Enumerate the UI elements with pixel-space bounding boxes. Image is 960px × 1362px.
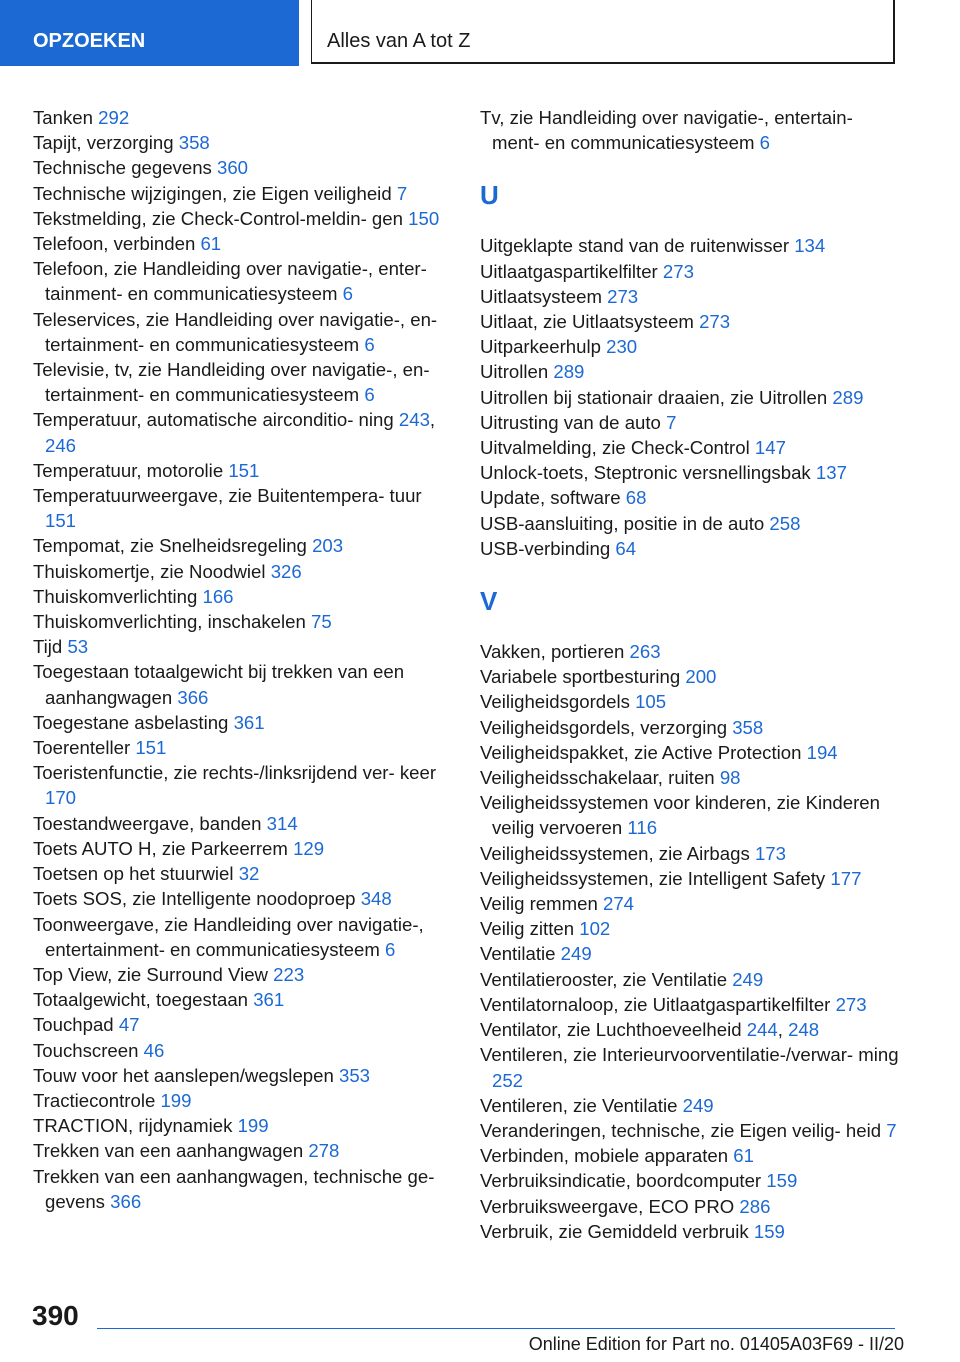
page-link[interactable]: 248 <box>788 1019 820 1041</box>
index-entry <box>33 458 453 483</box>
index-entry <box>33 584 453 609</box>
index-entry <box>33 659 453 709</box>
index-entry <box>33 181 453 206</box>
index-entry-label: Tanken <box>33 107 93 128</box>
page-link[interactable]: 7 <box>886 1119 897 1141</box>
page-link[interactable]: 98 <box>719 767 741 789</box>
index-entry-label: Trekken van een aanhangwagen <box>33 1140 304 1162</box>
index-entry-label: Thuiskomverlichting <box>33 585 198 607</box>
index-entry <box>33 760 453 810</box>
index-entry <box>33 836 453 861</box>
page-link[interactable]: 6 <box>385 938 396 960</box>
index-entry-label: Televisie, tv, zie Handleiding over navigatie-, en- tertainment- en communicatiesysteem <box>33 359 430 406</box>
index-entry <box>480 941 900 966</box>
index-entry-label: Toonweergave, zie Handleiding over navigatie-, entertainment- en communicatiesysteem <box>33 913 424 960</box>
index-entry <box>33 105 453 130</box>
index-entry-label: Veranderingen, technische, zie Eigen veilig- heid <box>480 1119 882 1141</box>
page-link[interactable]: 159 <box>766 1170 798 1192</box>
page-link[interactable]: 129 <box>293 837 325 859</box>
index-entry <box>33 962 453 987</box>
page-link[interactable]: 286 <box>739 1195 771 1217</box>
index-entry-label: Veiligheidspakket, zie Active Protection <box>480 741 802 763</box>
index-entry-label: Temperatuur, automatische airconditio- ning <box>33 409 394 431</box>
index-entry-label: Veilig remmen <box>480 893 598 915</box>
index-entry <box>33 533 453 558</box>
index-entry-label: Unlock-toets, Steptronic versnellingsbak <box>480 462 811 484</box>
page-link[interactable]: 32 <box>238 863 260 885</box>
page-link[interactable]: 361 <box>253 989 285 1011</box>
page-link[interactable]: 358 <box>178 132 210 154</box>
index-entry <box>480 639 900 664</box>
page-title: Alles van A tot Z <box>311 0 895 64</box>
page-link[interactable]: 326 <box>270 560 302 582</box>
index-entry <box>480 334 900 359</box>
page-link[interactable]: 243 <box>398 409 430 431</box>
index-entry <box>33 1012 453 1037</box>
index-entry-label: Toegestaan totaalgewicht bij trekken van een aanhangwagen <box>33 661 405 708</box>
page-link[interactable]: 274 <box>602 893 635 915</box>
page-link[interactable]: 7 <box>666 411 677 433</box>
index-entry-label: Toeristenfunctie, zie rechts-/linksrijdend ver- keer <box>33 762 437 784</box>
page-link[interactable]: 249 <box>732 968 764 990</box>
index-entry-label: Technische gegevens <box>33 157 212 179</box>
index-entry <box>33 1113 453 1138</box>
page-link[interactable]: 249 <box>682 1094 714 1116</box>
page-link[interactable]: 244 <box>746 1019 778 1041</box>
index-entry-label: Temperatuurweergave, zie Buitentempera- tuur <box>33 485 422 507</box>
index-entry-label: Verbruiksindicatie, boordcomputer <box>480 1170 762 1192</box>
page-link[interactable]: 199 <box>237 1115 269 1137</box>
page-link[interactable]: 61 <box>200 233 222 255</box>
page-link[interactable]: 361 <box>233 711 265 733</box>
index-entry <box>33 155 453 180</box>
index-entry-label: Veiligheidsgordels <box>480 691 630 713</box>
index-entry <box>480 841 900 866</box>
index-entry-label: Thuiskomertje, zie Noodwiel <box>33 560 266 582</box>
page-link[interactable]: 105 <box>635 691 667 713</box>
index-letter-heading: U <box>480 180 499 211</box>
index-entry <box>33 1138 453 1163</box>
index-entry <box>33 609 453 634</box>
index-entry-label: Tijd <box>33 636 63 658</box>
index-entry-label: Toets AUTO H, zie Parkeerrem <box>33 837 288 859</box>
page-link[interactable]: 273 <box>699 311 731 333</box>
index-entry <box>480 1219 900 1244</box>
page-link[interactable]: 273 <box>835 993 867 1015</box>
page-link[interactable]: 289 <box>832 386 864 408</box>
index-entry <box>480 435 900 460</box>
index-entry <box>480 891 900 916</box>
index-entry-label: Technische wijzigingen, zie Eigen veiligheid <box>33 182 392 204</box>
page-link[interactable]: 151 <box>45 510 77 532</box>
index-entry <box>480 233 900 258</box>
index-entry <box>480 740 900 765</box>
index-entry <box>33 357 453 407</box>
index-entry <box>480 485 900 510</box>
page-link[interactable]: 348 <box>360 888 392 910</box>
page-link[interactable]: 199 <box>160 1089 192 1111</box>
index-entry-label: Veiligheidssystemen, zie Airbags <box>480 842 750 864</box>
index-entry-label: Update, software <box>480 487 621 509</box>
index-entry-label: Trekken van een aanhangwagen, technische ge- gevens <box>33 1165 435 1212</box>
index-entry-label: Teleservices, zie Handleiding over navigatie-, en- tertainment- en communicatiesysteem <box>33 308 438 355</box>
index-entry <box>33 256 453 306</box>
index-entry-label: Totaalgewicht, toegestaan <box>33 989 249 1011</box>
index-entry-label: Uitrollen <box>480 361 549 383</box>
index-entry <box>480 385 900 410</box>
index-entry-label: Tekstmelding, zie Check-Control-meldin- gen <box>33 207 403 229</box>
index-entry <box>480 664 900 689</box>
page-link[interactable]: 314 <box>266 812 298 834</box>
page-link[interactable]: 102 <box>579 918 611 940</box>
index-entry <box>480 916 900 941</box>
page-link[interactable]: 166 <box>202 585 234 607</box>
footer-divider <box>97 1328 895 1329</box>
index-entry <box>33 559 453 584</box>
index-entry-label: Verbinden, mobiele apparaten <box>480 1145 729 1167</box>
index-entry <box>480 1093 900 1118</box>
index-entry-label: Uitlaat, zie Uitlaatsysteem <box>480 311 694 333</box>
page-link[interactable]: 64 <box>615 537 637 559</box>
index-entry <box>33 1038 453 1063</box>
index-entry <box>33 861 453 886</box>
page-link[interactable]: 258 <box>769 512 801 534</box>
index-entry <box>480 1143 900 1168</box>
page-link[interactable]: 223 <box>273 963 305 985</box>
page-link[interactable]: 353 <box>338 1064 371 1086</box>
index-entry-label: Ventileren, zie Interieurvoorventilatie-/verwar- ming <box>480 1044 899 1066</box>
index-entry-label: Toerenteller <box>33 737 131 759</box>
index-entry-label: Uitlaatgaspartikelfilter <box>480 260 658 282</box>
index-column-left <box>33 105 453 1214</box>
page-link[interactable]: 151 <box>228 459 260 481</box>
page-link[interactable]: 6 <box>364 384 375 406</box>
index-entry-label: Telefoon, verbinden <box>33 233 196 255</box>
index-entry-label: Ventilatie <box>480 943 556 965</box>
index-entry-label: Touchscreen <box>33 1039 139 1061</box>
page-link[interactable]: 6 <box>759 132 770 154</box>
index-entry <box>480 967 900 992</box>
index-entry <box>480 866 900 891</box>
index-entry <box>480 992 900 1017</box>
index-entry-label: TRACTION, rijdynamiek <box>33 1115 233 1137</box>
index-entry-label: Uitvalmelding, zie Check-Control <box>480 437 750 459</box>
page-link[interactable]: 289 <box>553 361 585 383</box>
index-entry-label: Tapijt, verzorging <box>33 132 174 154</box>
index-entry-label: Veiligheidssystemen, zie Intelligent Safety <box>480 867 826 889</box>
page-link[interactable]: 360 <box>217 157 249 179</box>
index-entry-label: Telefoon, zie Handleiding over navigatie-, enter- tainment- en communicatiesysteem <box>33 258 427 305</box>
index-entry <box>480 790 900 840</box>
index-entry-label: Temperatuur, motorolie <box>33 459 224 481</box>
page-link[interactable]: 150 <box>408 207 440 229</box>
page-link[interactable]: 68 <box>625 487 647 509</box>
index-entry <box>480 1042 900 1092</box>
page-link[interactable]: 46 <box>143 1039 165 1061</box>
page-link[interactable]: 116 <box>627 817 658 839</box>
index-entry <box>480 536 900 561</box>
index-entry-label: Tractiecontrole <box>33 1089 156 1111</box>
index-entry-label: Toegestane asbelasting <box>33 711 229 733</box>
page-link[interactable]: 366 <box>110 1190 142 1212</box>
index-entry <box>480 410 900 435</box>
page-link[interactable]: 366 <box>177 686 209 708</box>
page-link[interactable]: 53 <box>67 636 89 658</box>
index-entry-label: Toestandweergave, banden <box>33 812 262 834</box>
page-link[interactable]: 194 <box>806 741 838 763</box>
page-link[interactable]: 177 <box>830 867 862 889</box>
page-link[interactable]: 75 <box>311 611 332 633</box>
index-entry <box>33 735 453 760</box>
page-link[interactable]: 151 <box>135 737 167 759</box>
index-entry <box>480 511 900 536</box>
index-entry <box>33 206 453 231</box>
page-link[interactable]: 203 <box>312 535 344 557</box>
page-link[interactable]: 47 <box>118 1014 140 1036</box>
index-entry: Ventilator, zie Luchthoeveelheid 244, 248 <box>480 1019 820 1041</box>
page-number: 390 <box>32 1300 79 1331</box>
index-entry <box>480 1168 900 1193</box>
page-link[interactable]: 278 <box>308 1140 340 1162</box>
index-entry-label: Vakken, portieren <box>480 641 625 663</box>
index-entry-label: Veilig zitten <box>480 918 575 940</box>
index-column-right <box>480 105 900 1244</box>
index-entry <box>33 811 453 836</box>
index-entry <box>33 634 453 659</box>
page-link[interactable]: 200 <box>685 666 717 688</box>
index-entry <box>33 987 453 1012</box>
page-link[interactable]: 6 <box>342 283 353 305</box>
page-header <box>0 0 960 66</box>
page-link[interactable]: 173 <box>754 842 786 864</box>
index-entry <box>33 886 453 911</box>
index-entry <box>33 130 453 155</box>
index-entry-label: Verbruik, zie Gemiddeld verbruik <box>480 1220 749 1242</box>
index-entry <box>480 284 900 309</box>
page-link[interactable]: 273 <box>662 260 694 282</box>
index-entry <box>33 710 453 735</box>
page-link[interactable]: 147 <box>754 437 786 459</box>
page-link[interactable]: 292 <box>98 107 130 128</box>
index-entry-label: Veiligheidssystemen voor kinderen, zie Kinderen veilig vervoeren <box>480 792 880 839</box>
index-entry <box>480 359 900 384</box>
index-entry-label: Uitrusting van de auto <box>480 411 661 433</box>
index-entry <box>480 765 900 790</box>
index-entry <box>33 1063 453 1088</box>
page-link[interactable]: 6 <box>364 333 375 355</box>
index-entry-label: Uitparkeerhulp <box>480 336 601 358</box>
index-entry-label: Uitrollen bij stationair draaien, zie Uitrollen <box>480 386 828 408</box>
page-link[interactable]: 263 <box>629 641 661 663</box>
page-footer <box>0 1290 960 1362</box>
index-entry <box>480 1194 900 1219</box>
index-entry <box>480 715 900 740</box>
index-entry <box>33 307 453 357</box>
index-entry-label: Toets SOS, zie Intelligente noodoproep <box>33 888 356 910</box>
index-entry-label: USB-aansluiting, positie in de auto <box>480 512 765 534</box>
section-tab[interactable]: OPZOEKEN <box>0 0 299 66</box>
index-entry <box>33 231 453 256</box>
index-entry-label: Tv, zie Handleiding over navigatie-, entertain- ment- en communicatiesysteem <box>480 107 853 154</box>
index-entry <box>480 460 900 485</box>
index-entry <box>33 483 453 533</box>
page-link[interactable]: 252 <box>492 1069 524 1091</box>
index-entry-label: Touw voor het aanslepen/wegslepen <box>33 1064 334 1086</box>
index-entry-label: Toetsen op het stuurwiel <box>33 863 234 885</box>
page-link[interactable]: 170 <box>45 787 77 809</box>
index-entry-label: Veiligheidsschakelaar, ruiten <box>480 767 715 789</box>
index-entry-label: Ventileren, zie Ventilatie <box>480 1094 678 1116</box>
page-link[interactable]: 61 <box>733 1145 754 1167</box>
page-link[interactable]: 273 <box>607 285 639 307</box>
index-entry-label: Ventilatornaloop, zie Uitlaatgaspartikelfilter <box>480 993 831 1015</box>
index-entry <box>33 1088 453 1113</box>
index-entry-label: Ventilatierooster, zie Ventilatie <box>480 968 728 990</box>
index-entry <box>480 1118 900 1143</box>
index-entry-label: Ventilator, zie Luchthoeveelheid <box>480 1019 742 1041</box>
index-entry <box>480 689 900 714</box>
page-link[interactable]: 159 <box>753 1220 785 1242</box>
index-entry-label: Uitlaatsysteem <box>480 285 602 307</box>
index-entry-label: Touchpad <box>33 1014 114 1036</box>
index-entry-label: Uitgeklapte stand van de ruitenwisser <box>480 235 790 257</box>
page-link[interactable]: 134 <box>794 235 826 257</box>
page-link[interactable]: 230 <box>606 336 638 358</box>
index-entry-label: Thuiskomverlichting, inschakelen <box>33 611 306 633</box>
index-entry <box>33 912 453 962</box>
index-entry-label: USB-verbinding <box>480 537 611 559</box>
index-entry-label: Variabele sportbesturing <box>480 666 681 688</box>
index-entry <box>480 105 900 155</box>
index-letter-heading: V <box>480 586 498 617</box>
page-link[interactable]: 249 <box>560 943 592 965</box>
index-entry <box>480 309 900 334</box>
index-entry-label: Top View, zie Surround View <box>33 963 268 985</box>
page-link[interactable]: 137 <box>815 462 847 484</box>
index-entry-label: Tempomat, zie Snelheidsregeling <box>33 535 307 557</box>
page-link[interactable]: 7 <box>396 182 408 204</box>
edition-text: Online Edition for Part no. 01405A03F69 - II/20 <box>528 1334 904 1354</box>
index-entry-label: Verbruiksweergave, ECO PRO <box>480 1195 735 1217</box>
page-link[interactable]: 246 <box>45 434 77 456</box>
index-entry: Temperatuur, automatische airconditio- ning 243, 246 <box>33 409 436 456</box>
index-entry-label: Veiligheidsgordels, verzorging <box>480 716 728 738</box>
index-entry <box>480 259 900 284</box>
index-entry <box>33 1164 453 1214</box>
page-link[interactable]: 358 <box>732 716 764 738</box>
